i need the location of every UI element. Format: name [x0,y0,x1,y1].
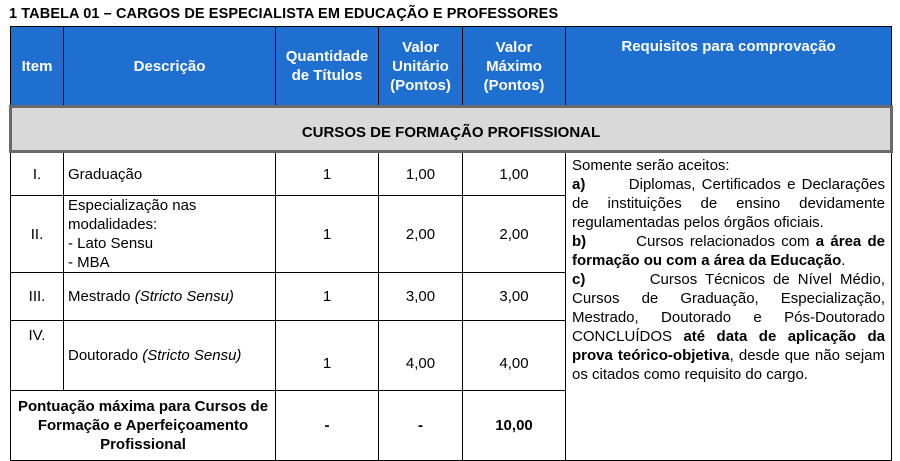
footer-label: Pontuação máxima para Cursos de Formação e Aperfeiçoamento Profissional [11,391,276,461]
row-unit-value: 4,00 [379,321,463,391]
row-item: II. [11,196,64,273]
row-description [64,321,276,391]
row-description-line: Especialização nas [68,197,197,214]
row-max-value: 1,00 [463,152,566,196]
requirement-c-bold: até data de aplicação da prova teórico-objetiva [572,328,885,364]
footer-unit-value: - [379,391,463,461]
requirement-c-text: Cursos Técnicos de Nível Médio, Cursos de Graduação, Especialização, Mestrado, Doutorado e Pós-Doutorado CONCLUÍDOS [572,271,885,345]
requirement-a [572,175,885,232]
requirement-c-end: , desde que não sejam os citados como requisito do cargo. [572,347,885,383]
row-description-line: modalidades: [68,216,158,233]
row-unit-value: 1,00 [379,152,463,196]
row-description-plain: Doutorado [68,347,143,364]
header-requisitos: Requisitos para comprovação [566,27,892,107]
requirement-c [572,270,885,384]
row-quantity: 1 [276,321,379,391]
section-title: CURSOS DE FORMAÇÃO PROFISSIONAL [11,107,892,152]
footer-max-value: 10,00 [463,391,566,461]
requirements-cell [566,152,892,461]
row-max-value: 3,00 [463,273,566,321]
table-row [11,152,892,196]
header-quantidade: Quantidade de Títulos [276,27,379,107]
scoring-table [9,26,893,461]
header-item: Item [11,27,64,107]
row-max-value: 4,00 [463,321,566,391]
requirements-intro: Somente serão aceitos: [572,157,730,174]
row-description-plain: Mestrado [68,288,135,305]
row-description [64,273,276,321]
requirement-b-label: b) [572,233,587,250]
section-row [11,107,892,152]
row-description [64,196,276,273]
requirement-a-text: Diplomas, Certificados e Declarações de instituições de ensino devidamente regulamentadas pelos órgãos oficiais. [572,176,885,231]
row-description: Graduação [64,152,276,196]
row-unit-value: 3,00 [379,273,463,321]
header-valor-maximo: Valor Máximo (Pontos) [463,27,566,107]
requirement-b-text: Cursos relacionados com [636,233,816,250]
row-max-value: 2,00 [463,196,566,273]
row-description-italic: (Stricto Sensu) [142,347,242,364]
requirement-a-label: a) [572,176,586,193]
row-item: III. [11,273,64,321]
requirement-b-bold: a área de formação ou com a área da Educação [572,233,885,269]
requirement-b-end: . [841,252,846,269]
header-valor-unitario: Valor Unitário (Pontos) [379,27,463,107]
requirement-b [572,232,885,270]
header-descricao: Descrição [64,27,276,107]
row-description-italic: (Stricto Sensu) [134,288,234,305]
row-quantity: 1 [276,196,379,273]
row-description-line: - Lato Sensu [68,235,154,252]
row-unit-value: 2,00 [379,196,463,273]
footer-quantity: - [276,391,379,461]
row-item: IV. [11,321,64,391]
table-title: 1 TABELA 01 – CARGOS DE ESPECIALISTA EM EDUCAÇÃO E PROFESSORES [9,6,559,22]
row-quantity: 1 [276,152,379,196]
row-description-line: - MBA [68,254,110,271]
row-quantity: 1 [276,273,379,321]
row-item: I. [11,152,64,196]
requirement-c-label: c) [572,271,586,288]
header-row [11,27,892,107]
